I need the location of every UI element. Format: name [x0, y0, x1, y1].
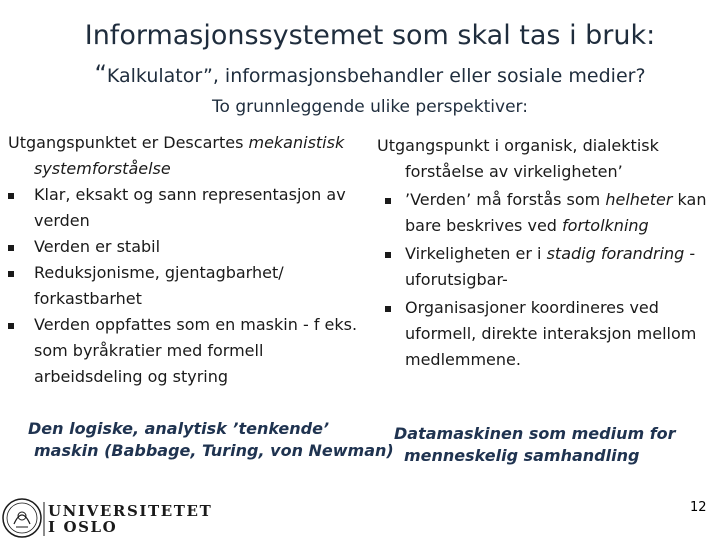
square-bullet-icon — [385, 198, 391, 204]
left-intro-italic: mekanistisk systemforståelse — [34, 133, 345, 178]
logo-line: I OSLO — [48, 518, 118, 536]
left-bullet-list — [8, 182, 363, 390]
right-conclusion-line: menneskelig samhandling — [404, 446, 640, 465]
left-intro-plain: Utgangspunktet er Descartes — [8, 133, 249, 152]
square-bullet-icon — [8, 271, 14, 277]
list-item-text: kan bare beskrives ved — [405, 190, 707, 235]
subtitle-text: Kalkulator”, informasjonsbehandler eller sosiale medier? — [106, 65, 646, 87]
list-item — [377, 241, 717, 293]
slide-subtitle — [0, 60, 720, 88]
square-bullet-icon — [8, 323, 14, 329]
list-item — [377, 187, 717, 239]
square-bullet-icon — [8, 245, 14, 251]
left-conclusion — [28, 418, 394, 462]
left-conclusion-line: Den logiske, analytisk ’tenkende’ — [28, 419, 330, 438]
perspectives-heading: To grunnleggende ulike perspektiver: — [212, 97, 528, 117]
logo-line: UNIVERSITETET — [48, 502, 213, 520]
list-item-text: Verden er stabil — [34, 237, 161, 256]
left-intro — [8, 130, 363, 182]
square-bullet-icon — [385, 252, 391, 258]
open-quote: “ — [94, 60, 107, 88]
right-column — [377, 133, 717, 373]
list-item-text: ’Verden’ må forstås som — [405, 190, 606, 209]
left-column — [8, 130, 363, 390]
list-item — [8, 182, 363, 234]
left-conclusion-line: maskin (Babbage, Turing, von Newman) — [34, 441, 394, 460]
right-conclusion — [394, 423, 676, 467]
list-item — [8, 312, 363, 390]
list-item-text: Virkeligheten er i — [405, 244, 547, 263]
right-bullet-list — [377, 187, 717, 373]
square-bullet-icon — [8, 193, 14, 199]
list-item — [8, 260, 363, 312]
slide-title: Informasjonssystemet som skal tas i bruk: — [84, 20, 656, 51]
university-logo-text — [48, 503, 212, 535]
square-bullet-icon — [385, 306, 391, 312]
right-conclusion-line: Datamaskinen som medium for — [394, 424, 676, 443]
list-item-text: Reduksjonisme, gjentagbarhet/ forkastbarhet — [34, 263, 284, 308]
list-item — [377, 295, 717, 373]
list-item-italic: helheter — [605, 190, 673, 209]
list-item — [8, 234, 363, 260]
list-item-text: Organisasjoner koordineres ved uformell, direkte interaksjon mellom medlemmene. — [405, 298, 697, 369]
page-number: 12 — [690, 500, 707, 515]
list-item-text: Verden oppfattes som en maskin - f eks. som byråkratier med formell arbeidsdeling og styring — [34, 315, 358, 386]
list-item-text: Klar, eksakt og sann representasjon av verden — [34, 185, 346, 230]
right-intro: Utgangspunkt i organisk, dialektisk forståelse av virkeligheten’ — [377, 136, 659, 181]
list-item-italic: stadig forandring — [546, 244, 685, 263]
list-item-italic: fortolkning — [562, 216, 649, 235]
list-item-text: - uforutsigbar- — [405, 244, 696, 289]
